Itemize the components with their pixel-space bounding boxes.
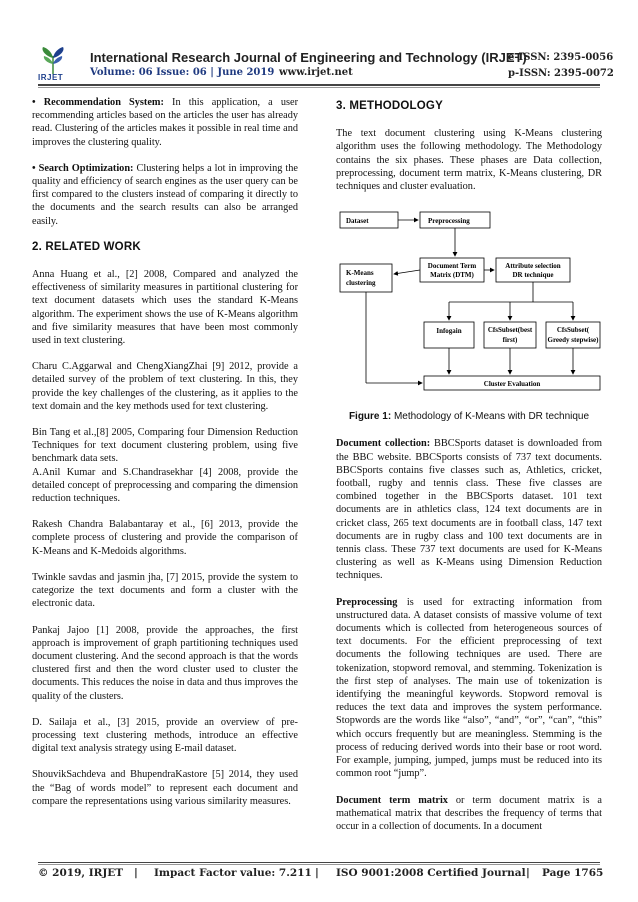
- kmeans-label-1: K-Means: [346, 269, 374, 278]
- term-label: Document collection:: [336, 438, 431, 450]
- header-divider: [38, 84, 600, 86]
- eissn: e-ISSN: 2395-0056: [508, 52, 614, 63]
- paragraph-text: In this application, a user recommending articles based on the articles the user has already read. Clustering of the articles makes it possible in real time and improves the clustering quality.: [32, 97, 298, 148]
- page-header: [0, 0, 638, 92]
- paragraph: A.Anil Kumar and S.Chandrasekhar [4] 2008, provide the detailed concept of preprocessing and comparing the dimension reduction techniques.: [32, 466, 298, 505]
- document-collection-paragraph: [336, 437, 602, 582]
- section-heading-related-work: 2. RELATED WORK: [32, 240, 141, 253]
- paragraph: Charu C.Aggarwal and ChengXiangZhai [9] 2012, provide a detailed survey of the problem of text clustering. In this, they provide the key challenges of the clustering, as it applies to the text domain and the key methods used for text clustering.: [32, 361, 298, 412]
- footer-copyright: © 2019, IRJET: [38, 867, 124, 879]
- attr-label-2: DR technique: [512, 271, 554, 280]
- methodology-figure: [336, 206, 602, 406]
- footer-separator: |: [134, 867, 138, 879]
- header-divider-thin: [38, 87, 600, 88]
- section-heading-methodology: 3. METHODOLOGY: [336, 100, 443, 112]
- attr-label-1: Attribute selection: [505, 262, 561, 271]
- term-label: Preprocessing: [336, 596, 398, 608]
- infogain-box: [424, 322, 474, 348]
- term-label: Document term matrix: [336, 794, 448, 806]
- dtm-label-2: Matrix (DTM): [430, 271, 474, 280]
- cfs-best-label-2: first): [502, 336, 518, 345]
- paragraph: ShouvikSachdeva and BhupendraKastore [5] 2014, they used the “Bag of words model” to represent each document and compare the representations using various similarity measures.: [32, 769, 298, 807]
- paragraph: Anna Huang et al., [2] 2008, Compared and analyzed the effectiveness of similarity measures in partitional clustering for text document datasets which uses the standard K-Means algorithm. The experiment shows the use of K-Means algorithm and five similarity measures that have been most commonly used in text clustering.: [32, 269, 298, 347]
- right-column: [336, 96, 602, 846]
- dtm-label-1: Document Term: [427, 262, 477, 271]
- footer-divider: [38, 862, 600, 863]
- figure-caption: [336, 410, 602, 423]
- cluster-eval-label: Cluster Evaluation: [483, 380, 541, 389]
- paragraph-text: is used for extracting information from unstructured data. A dataset consists of massive volume of text documents which is collected from heterogeneous sources of text documents. For the efficient preprocessing of text documents the following techniques are used. There are tokenization, stopword removal, and stemming. Tokenization is the first step of analyses. The main use of tokenization is identifying the meaningful keywords. Stopword removal is reduces the text data and improves the system performance. Stopwords are the words like “also”, “and”, “or”, “can”, “this” which occurs frequently but are meaningless. Stemming is the process of reducing derived words into their base or root word. For example, jumping, jumped, jumps must be reduced into its common root “jump”.: [336, 596, 602, 780]
- cfs-greedy-label-1: CfsSubset(: [556, 326, 590, 335]
- paragraph: Pankaj Jajoo [1] 2008, provide the approaches, the first approach is improvement of graph partitioning techniques used document clustering. And the second approach is that the words clustered first and then the word cluster used to cluster the documents. This reduces the noise in data and thus improves the quality of the clusters.: [32, 624, 298, 702]
- flowchart-diagram: [336, 206, 602, 406]
- preprocessing-paragraph: [336, 596, 602, 781]
- journal-website-link[interactable]: www.irjet.net: [279, 67, 353, 78]
- footer-separator: |: [526, 867, 530, 879]
- pissn: p-ISSN: 2395-0072: [508, 68, 614, 79]
- bullet-label: • Search Optimization:: [32, 162, 134, 174]
- footer-impact-factor: Impact Factor value: 7.211: [154, 867, 312, 879]
- kmeans-label-2: clustering: [346, 279, 376, 288]
- paragraph: The text document clustering using K-Means clustering algorithm uses the following methodology. The Methodology contains the six phases. These phases are Data collection, preprocessing, document term matrix, K-Means clustering, DR techniques and cluster evaluation.: [336, 128, 602, 193]
- paragraph-text: Clustering helps a lot in improving the quality and efficiency of search engines as the user query can be first compared to the clusters instead of comparing it directly to the documents and the search results can also be arranged easily.: [32, 162, 299, 227]
- search-optimization-paragraph: [32, 162, 298, 228]
- journal-title: International Research Journal of Engineering and Technology (IRJET): [90, 50, 527, 65]
- paragraph-text: BBCSports dataset is downloaded from the BBC website. BBCSports consists of 737 text documents. BBCSports contains five classes such as, Athletics, cricket, football, rugby and tennis class. These five classes are combined together in the BBCSports dataset. 101 text documents are in athletics class, 124 text documents are in cricket class, 265 text documents are in football class, 147 text documents are in rugby class and 100 text documents are in tennis class. These 737 text documents are used for K-Means clustering as well as K-Means using Dimension Reduction techniques.: [336, 438, 602, 582]
- footer-divider-thin: [38, 864, 600, 865]
- caption-label: Figure 1:: [348, 411, 392, 423]
- paragraph: Rakesh Chandra Balabantaray et al., [6] 2013, provide the complete process of clustering and provide the comparison of K-Means and K-Medoids algorithms.: [32, 519, 298, 557]
- bullet-label: • Recommendation System:: [32, 97, 164, 108]
- left-column: [32, 96, 298, 821]
- footer-separator: |: [315, 867, 319, 879]
- irjet-logo-icon: [37, 46, 69, 76]
- caption-text: Methodology of K-Means with DR technique: [391, 411, 590, 423]
- paragraph: Bin Tang et al.,[8] 2005, Comparing four Dimension Reduction Techniques for text document clustering problem, using five benchmark data sets.: [32, 427, 298, 465]
- footer-iso: ISO 9001:2008 Certified Journal: [336, 867, 526, 879]
- volume-info: Volume: 06 Issue: 06 | June 2019: [90, 67, 275, 78]
- infogain-label: Infogain: [436, 327, 462, 336]
- paragraph: D. Sailaja et al., [3] 2015, provide an overview of pre-processing text clustering methods, introduce an effective digital text analysis strategy using E-mail dataset.: [32, 716, 298, 755]
- preprocessing-label: Preprocessing: [428, 217, 470, 226]
- dataset-label: Dataset: [346, 217, 369, 226]
- dtm-paragraph: [336, 794, 602, 834]
- cfs-best-label-1: CfsSubset(best: [487, 326, 533, 335]
- paragraph-text: or term document matrix is a mathematical matrix that describes the frequency of terms that occur in a collection of documents. In a document: [336, 794, 602, 832]
- recommendation-paragraph: [32, 96, 298, 149]
- footer-page-number: Page 1765: [542, 867, 604, 879]
- logo-text: IRJET: [38, 73, 64, 82]
- cfs-greedy-label-2: Greedy stepwise): [547, 336, 599, 345]
- paragraph: Twinkle savdas and jasmin jha, [7] 2015, provide the system to categorize the text documents and form a cluster with the electronic data.: [32, 571, 298, 610]
